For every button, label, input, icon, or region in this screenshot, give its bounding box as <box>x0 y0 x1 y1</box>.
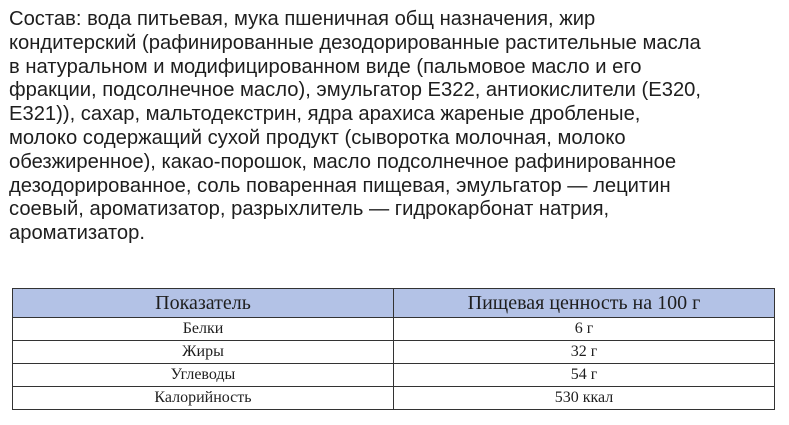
row-value: 6 г <box>394 318 775 341</box>
table-row <box>13 318 775 341</box>
row-value: 530 ккал <box>394 387 775 410</box>
table-header-row <box>13 289 775 318</box>
header-indicator: Показатель <box>13 289 394 318</box>
table-row <box>13 341 775 364</box>
composition-line: ароматизатор. <box>9 222 145 245</box>
row-value: 54 г <box>394 364 775 387</box>
composition-text <box>9 8 784 246</box>
composition-line: в натуральном и модифицированном виде (пальмовое масло и его <box>9 55 642 78</box>
composition-line: обезжиренное), какао-порошок, масло подсолнечное рафинированное <box>9 150 677 173</box>
table-row <box>13 387 775 410</box>
composition-line: дезодорированное, соль поваренная пищевая, эмульгатор — лецитин <box>9 174 671 197</box>
row-label: Жиры <box>13 341 394 364</box>
header-nutritional-value: Пищевая ценность на 100 г <box>394 289 775 318</box>
composition-line: соевый, ароматизатор, разрыхлитель — гидрокарбонат натрия, <box>9 198 610 221</box>
composition-line: фракции, подсолнечное масло), эмульгатор Е322, антиокислители (Е320, <box>9 79 702 102</box>
composition-line: молоко содержащий сухой продукт (сыворотка молочная, молоко <box>9 126 626 149</box>
row-label: Белки <box>13 318 394 341</box>
table-row <box>13 364 775 387</box>
row-label: Калорийность <box>13 387 394 410</box>
nutrition-table <box>12 288 775 410</box>
row-label: Углеводы <box>13 364 394 387</box>
composition-line: Е321)), сахар, мальтодекстрин, ядра арахиса жареные дробленые, <box>9 103 641 126</box>
row-value: 32 г <box>394 341 775 364</box>
composition-line: кондитерский (рафинированные дезодорированные растительные масла <box>9 31 701 54</box>
composition-line: Состав: вода питьевая, мука пшеничная общ назначения, жир <box>9 8 596 30</box>
